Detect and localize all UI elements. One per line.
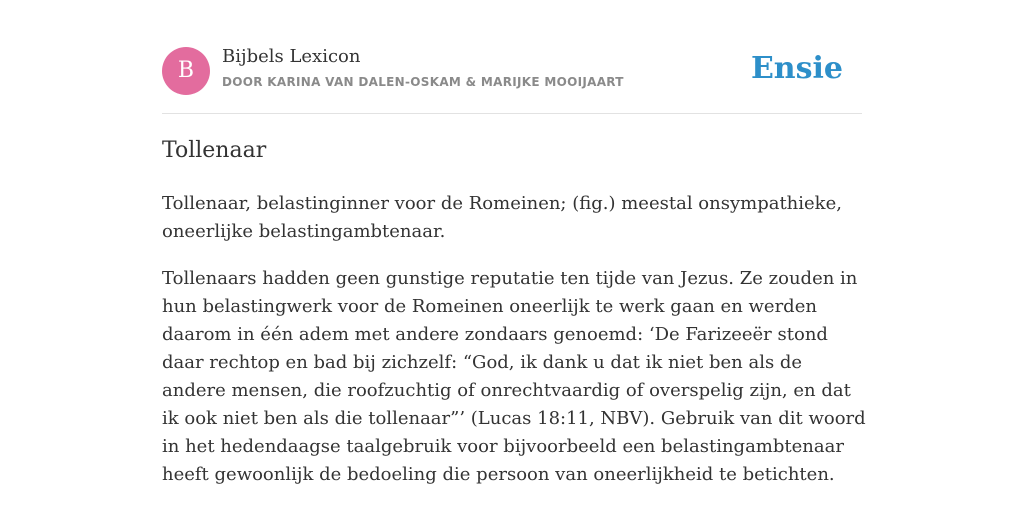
- ensie-logo[interactable]: Ensie: [750, 51, 843, 86]
- entry-content: [162, 190, 868, 508]
- avatar[interactable]: B: [162, 47, 210, 95]
- entry-paragraph: Tollenaar, belastinginner voor de Romeinen; (fig.) meestal onsympathieke, oneerlijke belastingambtenaar.: [162, 193, 842, 242]
- author-byline: DOOR KARINA VAN DALEN-OSKAM & MARIJKE MOOIJAART: [222, 75, 624, 89]
- book-title-link[interactable]: Bijbels Lexicon: [222, 46, 361, 67]
- entry-paragraph: Tollenaars hadden geen gunstige reputatie ten tijde van Jezus. Ze zouden in hun belastingwerk voor de Romeinen oneerlijk te werk gaan en werden daarom in één adem met andere zondaars genoemd: ‘De Farizeeër stond daar rechtop en bad bij zichzelf: “God, ik dank u dat ik niet ben als de andere mensen, die roofzuchtig of onrechtvaardig of overspelig zijn, en dat ik ook niet ben als die tollenaar”’ (Lucas 18:11, NBV). Gebruik van dit woord in het hedendaagse taalgebruik voor bijvoorbeeld een belastingambtenaar heeft gewoonlijk de bedoeling die persoon van oneerlijkheid te betichten.: [162, 268, 866, 485]
- entry-title: Tollenaar: [162, 138, 267, 163]
- divider: [162, 113, 862, 114]
- header: [162, 46, 862, 96]
